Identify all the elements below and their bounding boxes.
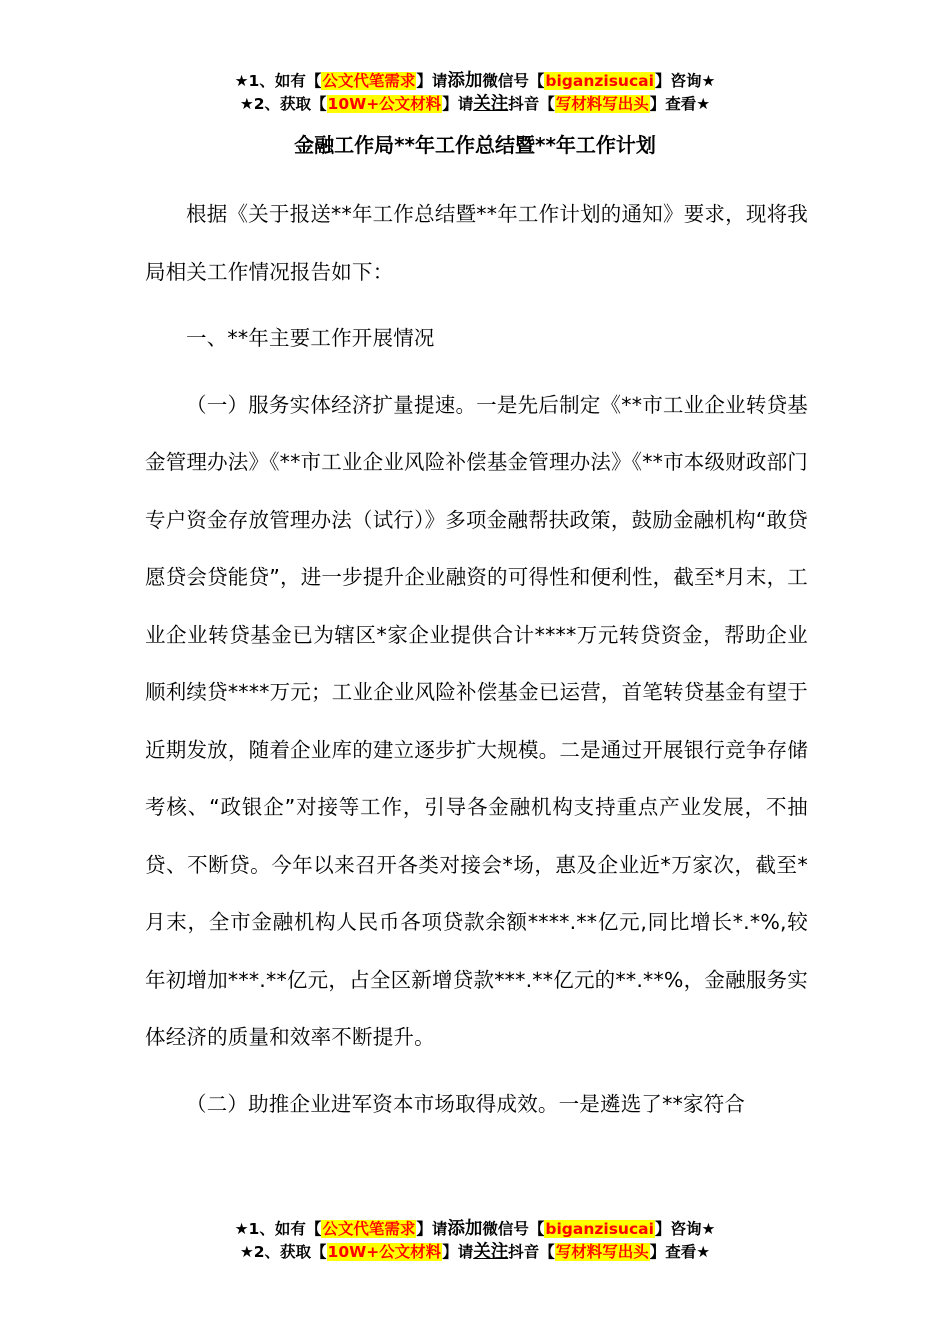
banner-text: 抖音【 xyxy=(508,95,555,113)
service-highlight: 公文代笔需求 xyxy=(322,72,416,90)
douyin-id-highlight: 写材料写出头 xyxy=(555,1243,649,1261)
wechat-id-highlight: biganzisucai xyxy=(545,72,654,90)
banner-line-1 xyxy=(0,70,950,93)
banner-emphasis: 添加 xyxy=(447,71,483,91)
bottom-banner xyxy=(0,1218,950,1264)
douyin-id-highlight: 写材料写出头 xyxy=(555,95,649,113)
banner-text: 】咨询★ xyxy=(654,72,716,90)
materials-highlight: 10W+公文材料 xyxy=(327,95,442,113)
banner-text: 】查看★ xyxy=(649,1243,711,1261)
banner-text: 】咨询★ xyxy=(654,1220,716,1238)
paragraph-section-2: （二）助推企业进军资本市场取得成效。一是遴选了**家符合 xyxy=(186,1091,746,1116)
banner-text: 微信号【 xyxy=(482,72,545,90)
banner-text: ★2、获取【 xyxy=(239,95,327,113)
document-body xyxy=(145,186,808,1133)
service-highlight: 公文代笔需求 xyxy=(322,1220,416,1238)
banner-text: 】请 xyxy=(442,1243,474,1261)
banner-emphasis: 关注 xyxy=(473,94,509,114)
document-title: 金融工作局**年工作总结暨**年工作计划 xyxy=(294,133,656,157)
banner-line-2 xyxy=(0,93,950,116)
paragraph-section-1: （一）服务实体经济扩量提速。一是先后制定《**市工业企业转贷基金管理办法》《**市工业企业风险补偿基金管理办法》《**市本级财政部门专户资金存放管理办法（试行）》多项金融帮扶政策，鼓励金融机构“敢贷愿贷会贷能贷”，进一步提升企业融资的可得性和便利性，截至*月末，工业企业转贷基金已为辖区*家企业提供合计****万元转贷资金，帮助企业顺利续贷****万元；工业企业风险补偿基金已运营，首笔转贷基金有望于近期发放，随着企业库的建立逐步扩大规模。二是通过开展银行竞争存储考核、“政银企”对接等工作，引导各金融机构支持重点产业发展，不抽贷、不断贷。今年以来召开各类对接会*场，惠及企业近*万家次，截至*月末，全市金融机构人民币各项贷款余额****.**亿元,同比增长*.*%,较年初增加***.**亿元，占全区新增贷款***.**亿元的**.**%，金融服务实体经济的质量和效率不断提升。 xyxy=(145,392,808,1049)
materials-highlight: 10W+公文材料 xyxy=(327,1243,442,1261)
banner-text: ★1、如有【 xyxy=(234,1220,322,1238)
banner-text: 抖音【 xyxy=(508,1243,555,1261)
banner-text: 】请 xyxy=(442,95,474,113)
banner-text: 】请 xyxy=(416,1220,448,1238)
banner-text: ★2、获取【 xyxy=(239,1243,327,1261)
banner-line-1 xyxy=(0,1218,950,1241)
banner-emphasis: 关注 xyxy=(473,1242,509,1262)
banner-text: 】请 xyxy=(416,72,448,90)
banner-text: ★1、如有【 xyxy=(234,72,322,90)
banner-text: 】查看★ xyxy=(649,95,711,113)
wechat-id-highlight: biganzisucai xyxy=(545,1220,654,1238)
paragraph-intro: 根据《关于报送**年工作总结暨**年工作计划的通知》要求，现将我局相关工作情况报告如下： xyxy=(145,202,808,284)
section-heading: 一、**年主要工作开展情况 xyxy=(186,326,435,350)
top-banner xyxy=(0,70,950,116)
banner-line-2 xyxy=(0,1241,950,1264)
banner-emphasis: 添加 xyxy=(447,1219,483,1239)
banner-text: 微信号【 xyxy=(482,1220,545,1238)
